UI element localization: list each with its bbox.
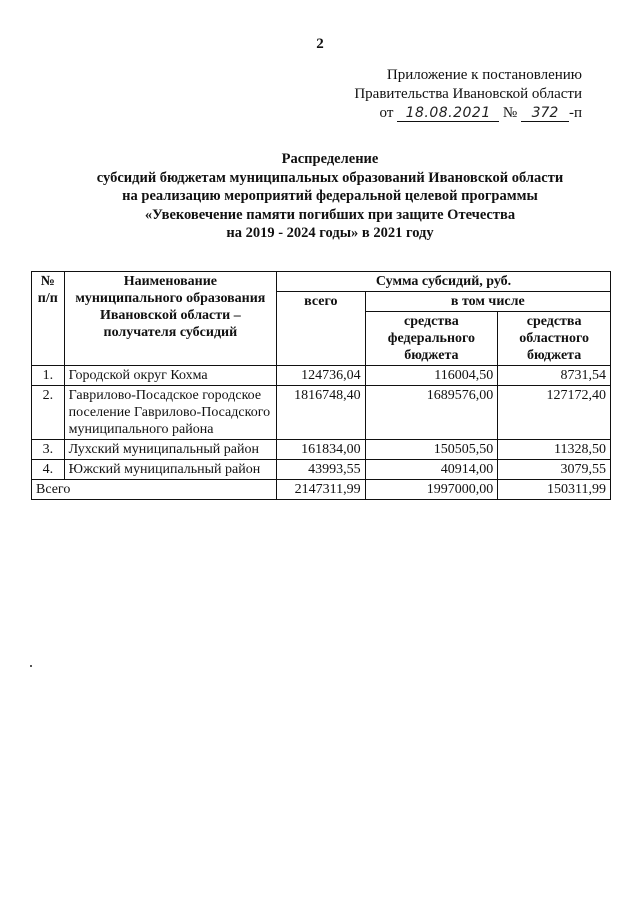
row-num: 3. [32,440,65,460]
row-regional: 8731,54 [498,366,611,386]
total-row [32,480,611,500]
row-num: 4. [32,460,65,480]
appendix-resolution-line [354,104,582,123]
handwritten-date: 18.08.2021 [397,106,499,122]
table-row [32,366,611,386]
table-row [32,460,611,480]
header-num: № п/п [32,272,65,366]
title-line-1: Распределение [281,151,379,167]
title-line-4: «Увековечение памяти погибших при защите Отечества [144,206,516,223]
row-federal: 1689576,00 [365,386,498,440]
from-label: от [379,105,394,121]
appendix-block [354,66,582,123]
header-sum: Сумма субсидий, руб. [277,272,611,292]
row-total: 161834,00 [277,440,366,460]
number-suffix: -п [568,105,582,121]
row-total: 124736,04 [277,366,366,386]
table-row [32,440,611,460]
page-number: 2 [316,36,324,52]
row-regional: 11328,50 [498,440,611,460]
header-including: в том числе [365,292,610,312]
title-line-2: субсидий бюджетам муниципальных образований Ивановской области [96,169,564,186]
total-label: Всего [32,480,277,500]
title-line-3: на реализацию мероприятий федеральной целевой программы [122,188,538,204]
appendix-line-2: Правительства Ивановской области [354,86,582,102]
row-num: 1. [32,366,65,386]
header-regional: средства областного бюджета [498,312,611,366]
total-regional: 150311,99 [498,480,611,500]
row-name: Гаврилово-Посадское городское поселение Гаврилово-Посадского муниципального района [64,386,276,440]
row-num: 2. [32,386,65,440]
header-federal: средства федерального бюджета [365,312,498,366]
header-row-1 [32,272,611,292]
appendix-line-1: Приложение к постановлению [386,67,582,83]
header-total: всего [277,292,366,366]
total-sum: 2147311,99 [277,480,366,500]
row-federal: 116004,50 [365,366,498,386]
subsidy-table [31,271,611,500]
scan-speck [30,665,32,667]
table-row [32,386,611,440]
header-name: Наименование муниципального образования Ивановской области – получателя субсидий [64,272,276,366]
total-federal: 1997000,00 [365,480,498,500]
row-total: 1816748,40 [277,386,366,440]
row-regional: 3079,55 [498,460,611,480]
title-line-5: на 2019 - 2024 годы» в 2021 году [226,225,434,241]
document-title [60,150,600,243]
row-name: Лухский муниципальный район [64,440,276,460]
row-federal: 150505,50 [365,440,498,460]
handwritten-number: 372 [521,106,569,122]
row-name: Южский муниципальный район [64,460,276,480]
row-federal: 40914,00 [365,460,498,480]
number-label: № [502,105,518,121]
row-total: 43993,55 [277,460,366,480]
row-regional: 127172,40 [498,386,611,440]
row-name: Городской округ Кохма [64,366,276,386]
